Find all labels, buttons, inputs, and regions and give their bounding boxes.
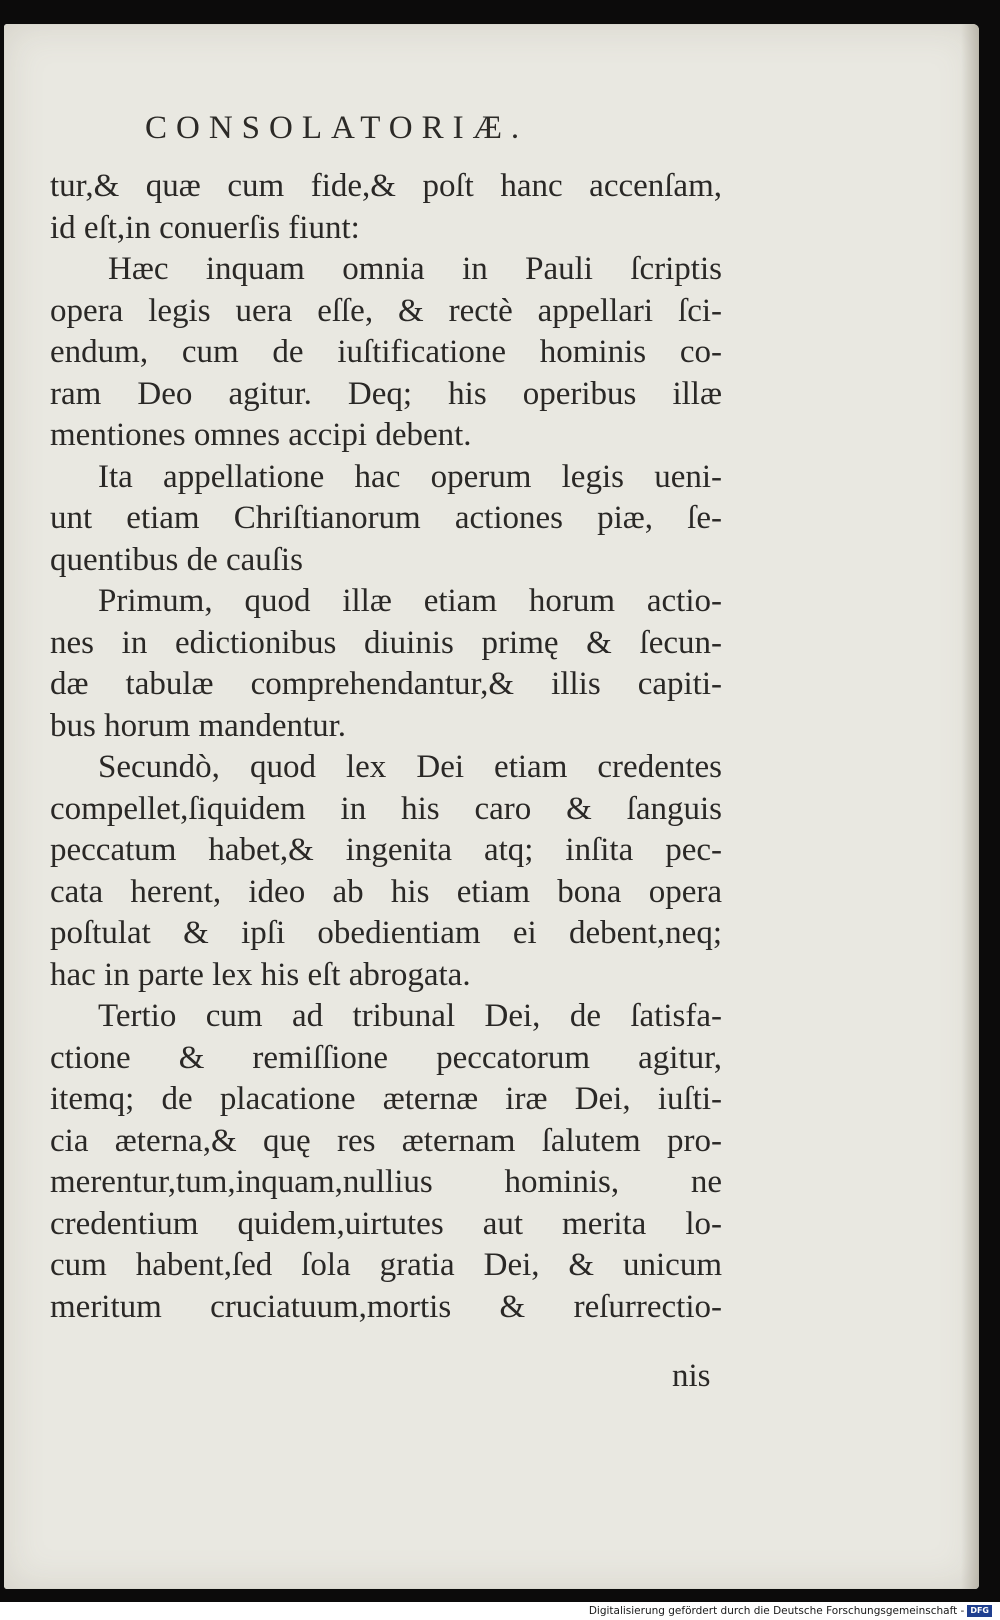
text-line: poſtulat & ipſi obedientiam ei debent,neq;: [50, 915, 722, 951]
text-line: mentiones omnes accipi debent.: [50, 417, 472, 453]
text-line: ram Deo agitur. Deq; his operibus illæ: [50, 375, 722, 412]
catchword: nis: [672, 1358, 711, 1394]
text-line: unt etiam Chriſtianorum actiones piæ, ſe-: [50, 500, 722, 536]
text-line: quentibus de cauſis: [50, 541, 303, 578]
text-line: Primum, quod illæ etiam horum actio-: [98, 583, 722, 619]
text-line: Tertio cum ad tribunal Dei, de ſatisfa-: [98, 998, 722, 1034]
text-line: dæ tabulæ comprehendantur,& illis capiti-: [50, 666, 722, 702]
running-head: CONSOLATORIÆ.: [145, 110, 529, 146]
body-text: [50, 166, 722, 1328]
text-line: credentium quidem,uirtutes aut merita lo-: [50, 1205, 722, 1242]
text-line: itemq; de placatione æternæ iræ Dei, iuſti-: [50, 1081, 722, 1117]
dfg-logo: DFG: [967, 1605, 992, 1617]
text-line: cata herent, ideo ab his etiam bona opera: [50, 873, 722, 910]
digitization-credit: [589, 1603, 992, 1619]
page-edge-shadow: [961, 24, 979, 1589]
text-line: Ita appellatione hac operum legis ueni-: [98, 458, 722, 495]
credit-text: Digitalisierung gefördert durch die Deutsche Forschungsgemeinschaft -: [588, 1605, 965, 1617]
text-line: compellet,ſiquidem in his caro & ſanguis: [50, 790, 722, 827]
text-line: tur,& quæ cum fide,& poſt hanc accenſam,: [50, 168, 722, 204]
text-line: hac in parte lex his eſt abrogata.: [50, 956, 471, 993]
text-line: ctione & remiſſione peccatorum agitur,: [50, 1039, 722, 1076]
text-line: bus horum mandentur.: [50, 707, 347, 744]
text-line: id eſt,in conuerſis fiunt:: [50, 209, 360, 246]
text-line: cum habent,ſed ſola gratia Dei, & unicum: [50, 1247, 722, 1283]
text-line: opera legis uera eſſe, & rectè appellari ſci-: [50, 292, 722, 329]
text-line: Secundò, quod lex Dei etiam credentes: [98, 749, 722, 785]
text-line: cia æterna,& quę res æternam ſalutem pro-: [50, 1122, 722, 1159]
text-line: peccatum habet,& ingenita atq; inſita pec-: [50, 832, 722, 868]
text-line: endum, cum de iuſtificatione hominis co-: [50, 334, 722, 370]
text-line: nes in edictionibus diuinis primę & ſecun-: [50, 624, 722, 661]
text-line: merentur,tum,inquam,nullius hominis, ne: [50, 1164, 722, 1200]
text-line: meritum cruciatuum,mortis & reſurrectio-: [50, 1288, 722, 1325]
text-line: Hæc inquam omnia in Pauli ſcriptis: [108, 251, 722, 287]
